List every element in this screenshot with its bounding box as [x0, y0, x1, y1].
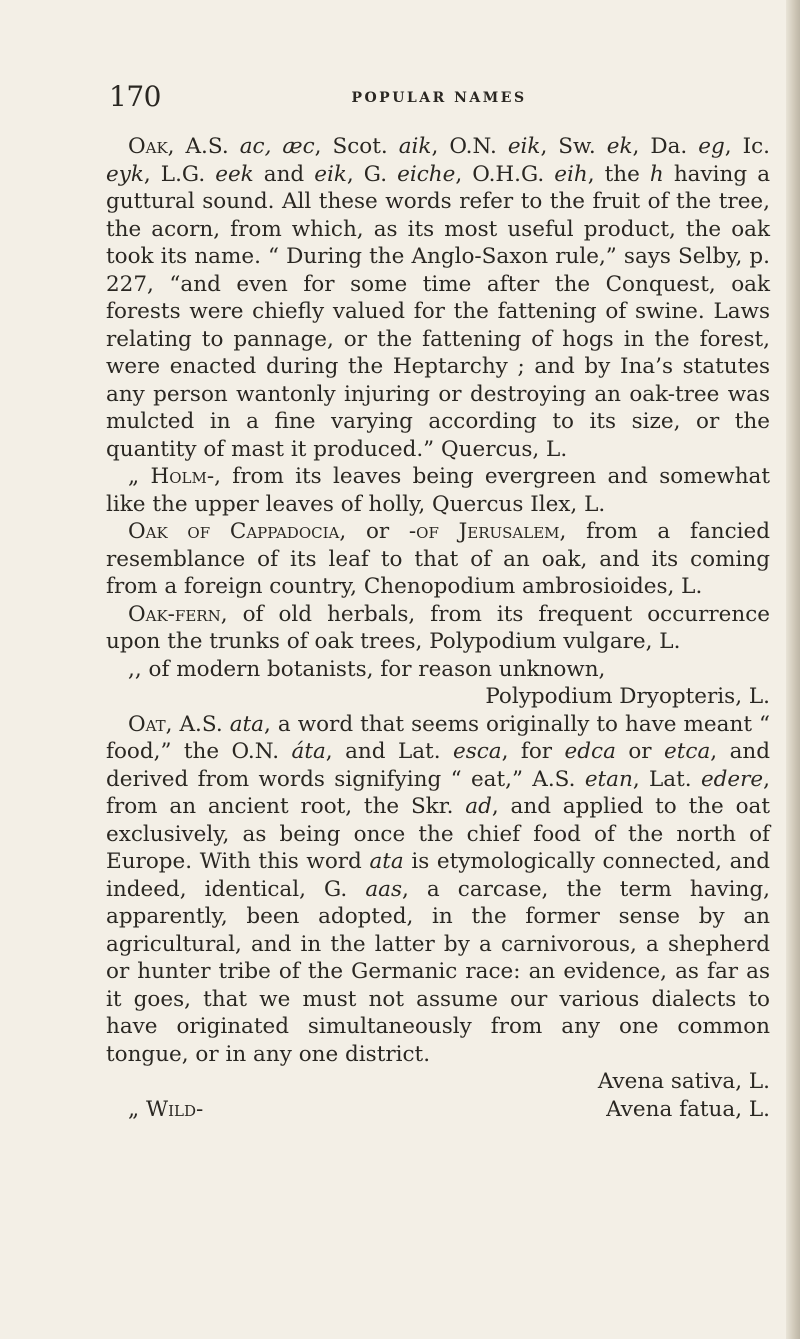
page-number: 170	[109, 80, 161, 113]
headword: Oat	[128, 711, 166, 737]
botanical-name: Avena sativa, L.	[597, 1069, 770, 1094]
entry-oak-fern-modern: ,, of modern botanists, for reason unknown, Polypodium Dryopteris, L.	[106, 656, 770, 711]
entry-wild-oat	[106, 1096, 770, 1124]
ditto-mark: „	[128, 464, 140, 489]
botanical-name: Polypodium Dryopteris, L.	[485, 684, 770, 709]
headword: Wild-	[145, 1096, 204, 1122]
ditto-mark: ,,	[128, 656, 142, 682]
headword: Oak-fern	[128, 601, 221, 627]
entry-oak: Oak, A.S. ac, æc, Scot. aik, O.N. eik, Sw. ek, Da. eg, Ic. eyk, L.G. eek and eik, G. eiche, O.H.G. eih, the h having a guttural sound. All these words refer to the fruit of the tree, the acorn, from which, as its most useful product, the oak took its name. “ During the Anglo-Saxon rule,” says Selby, p. 227, “and even for some time after the Conquest, oak forests were chiefly valued for the fattening of swine. Laws relating to pannage, or the fattening of hogs in the forest, were enacted during the Heptarchy ; and by Ina’s statutes any person wantonly injuring or destroying an oak-tree was mulcted in a fine varying according to its size, or the quantity of mast it produced.” Quercus, L.	[106, 134, 771, 462]
entry-cappadocia: Oak of Cappadocia, or -of Jerusalem, from a fancied resemblance of its leaf to that of an oak, and its coming from a foreign country, Chenopodium ambrosioides, L.	[106, 519, 771, 599]
botanical-name: Avena fatua, L.	[606, 1096, 770, 1122]
page-edge-shadow	[786, 0, 800, 1339]
headword: Oak	[128, 134, 168, 159]
entry-holm: „ Holm-, from its leaves being evergreen and somewhat like the upper leaves of holly, Quercus Ilex, L.	[106, 464, 771, 517]
entry-oat: Oat, A.S. ata, a word that seems originally to have meant “ food,” the O.N. áta, and Lat. esca, for edca or etca, and derived from words signifying “ eat,” A.S. etan, Lat. edere, from an ancient root, the Skr. ad, and applied to the oat exclusively, as being once the chief food of the north of Europe. With this word ata is etymologically connected, and indeed, identical, G. aas, a carcase, the term having, apparently, been adopted, in the former sense by an agricultural, and in the latter by a carnivorous, a shepherd or hunter tribe of the Germanic race: an evidence, as far as it goes, that we must not assume our various dialects to have originated simultaneously from any one common tongue, or in any one district. Avena sativa, L.	[106, 711, 770, 1094]
headword: Holm-	[150, 464, 215, 489]
page-header	[109, 82, 769, 112]
headword: -of Jerusalem	[408, 519, 560, 544]
body-text	[106, 133, 770, 1123]
entry-oak-fern: Oak-fern, of old herbals, from its frequent occurrence upon the trunks of oak trees, Polypodium vulgare, L.	[106, 601, 770, 654]
headword: Oak of Cappadocia	[128, 519, 340, 544]
running-head: POPULAR NAMES	[351, 90, 527, 106]
ditto-mark: „	[128, 1096, 140, 1122]
